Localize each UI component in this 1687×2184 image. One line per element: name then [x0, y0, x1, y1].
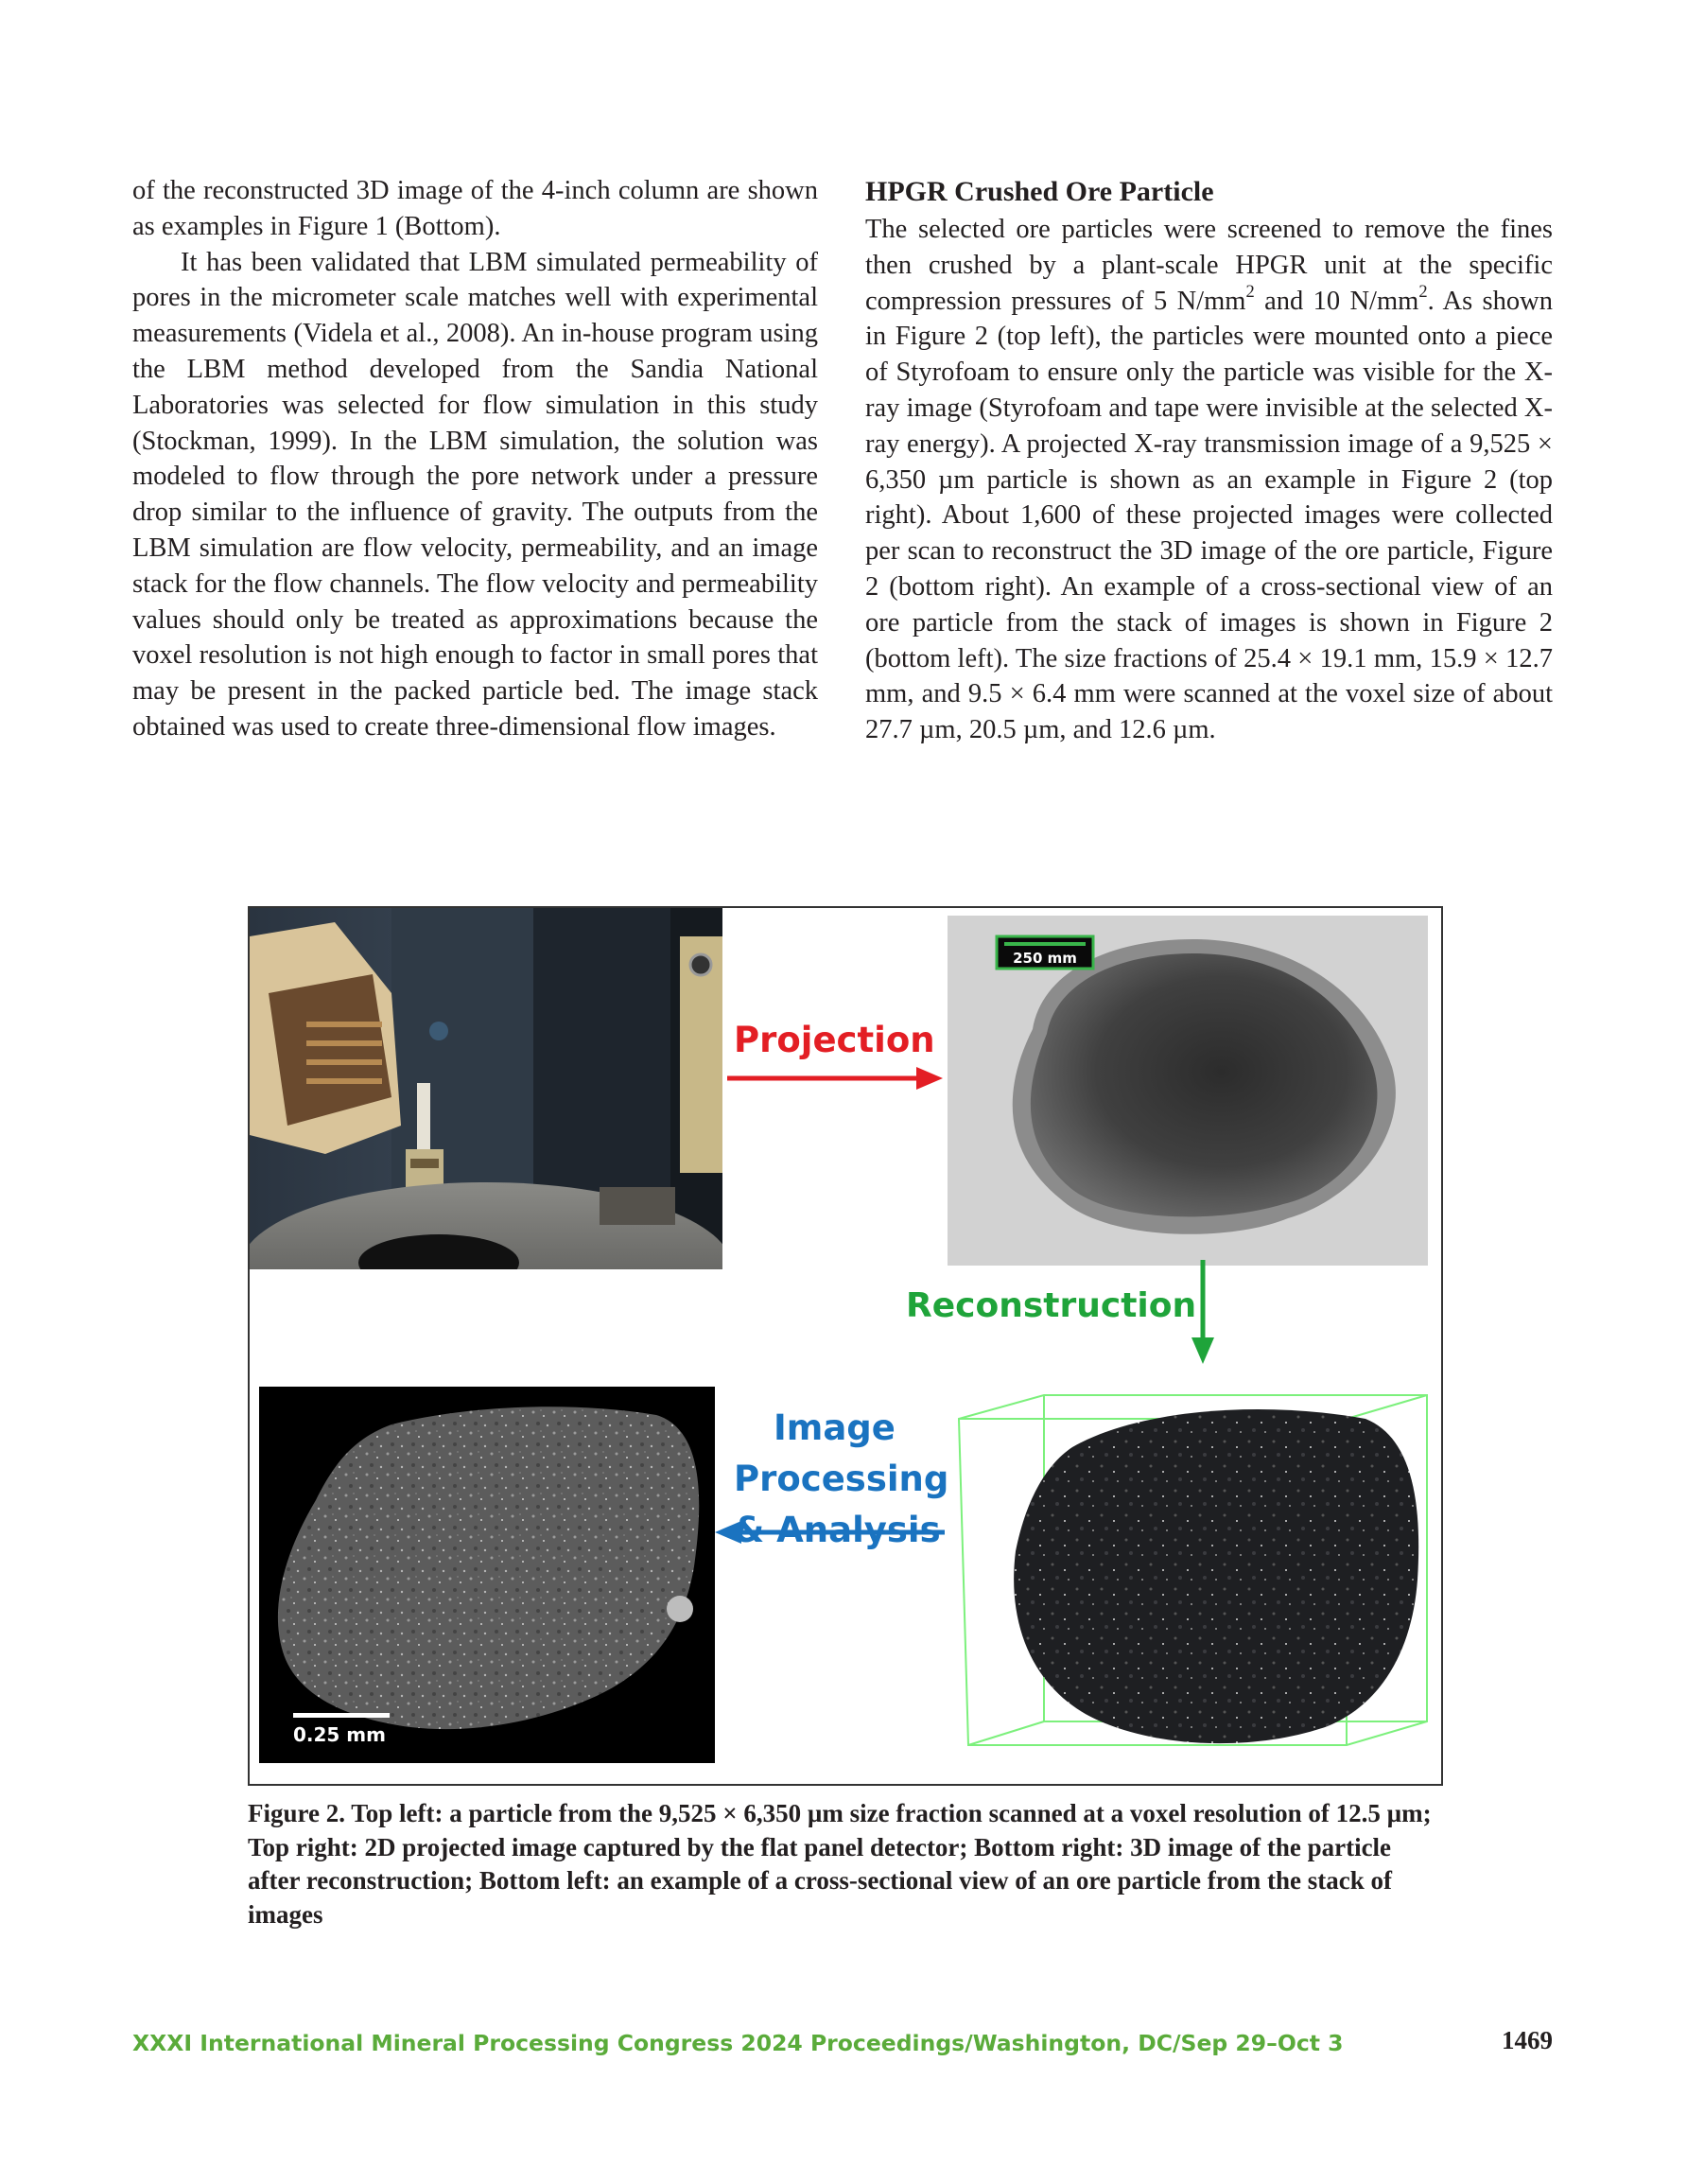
scanner-photo [250, 908, 722, 1269]
paragraph-hpgr [865, 212, 1553, 748]
scalebar-top-label: 250 mm [1013, 950, 1077, 967]
section-heading: HPGR Crushed Ore Particle [865, 176, 1214, 207]
paragraph-hpgr-part-a: The selected ore particles were screened to remove the fines then crushed by a plant-scale HPGR unit at the specific compression pressures of 5 N/mm [865, 215, 1553, 316]
page-number: 1469 [1502, 2026, 1553, 2054]
right-column [865, 173, 1553, 748]
xray-projection-image [948, 916, 1428, 1266]
label-reconstruction: Reconstruction [906, 1286, 1197, 1325]
projection-arrow [727, 1059, 945, 1097]
superscript-1: 2 [1245, 282, 1255, 303]
footer-proceedings: XXXI International Mineral Processing Congress 2024 Proceedings/Washington, DC/Sep 29–Oct 3 [132, 2030, 1344, 2056]
label-processing-line2: Processing [734, 1459, 949, 1499]
label-processing-line3: & Analysis [734, 1510, 941, 1550]
paragraph-hpgr-part-c: . As shown in Figure 2 (top left), the particles were mounted onto a piece of Styrofoam to ensure only the particle was visible for the X-ray image (Styrofoam and tape were invisible at the selected X-ray energy). A projected X-ray transmission image of a 9,525 × 6,350 µm particle is shown as an example in Figure 2 (top right). About 1,600 of these projected images were collected per scan to reconstruct the 3D image of the ore particle, Figure 2 (bottom right). An example of a cross-sectional view of an ore particle from the stack of images is shown in Figure 2 (bottom left). The size fractions of 25.4 × 19.1 mm, 15.9 × 12.7 mm, and 9.5 × 6.4 mm were scanned at the voxel size of about 27.7 µm, 20.5 µm, and 12.6 µm. [865, 286, 1553, 745]
label-projection: Projection [734, 1020, 935, 1060]
paragraph-hpgr-part-b: and 10 N/mm [1254, 286, 1419, 316]
figure-2 [248, 906, 1443, 1786]
reconstruction-3d-image [949, 1362, 1441, 1778]
superscript-2: 2 [1418, 282, 1428, 303]
scalebar-bottom-label: 0.25 mm [293, 1723, 386, 1746]
cross-section-image [259, 1387, 715, 1763]
label-processing-line1: Image [774, 1407, 896, 1448]
paragraph-lbm: It has been validated that LBM simulated permeability of pores in the micrometer scale matches well with experimental measurements (Videla et al., 2008). An in-house program using the LBM method developed from the Sandia National Laboratories was selected for flow simulation in this study (Stockman, 1999). In the LBM simulation, the solution was modeled to flow through the pore network under a pressure drop similar to the influence of gravity. The outputs from the LBM simulation are flow velocity, permeability, and an image stack for the flow channels. The flow velocity and permeability values should only be treated as approximations because the voxel resolution is not high enough to factor in small pores that may be present in the packed particle bed. The image stack obtained was used to create three-dimensional flow images. [132, 247, 818, 742]
left-column [132, 173, 818, 745]
figure-caption: Figure 2. Top left: a particle from the 9,525 × 6,350 µm size fraction scanned at a voxel resolution of 12.5 µm; Top right: 2D projected image captured by the flat panel detector; Bottom right: 3D image of the particle after reconstruction; Bottom left: an example of a cross-sectional view of an ore particle from the stack of images [248, 1799, 1432, 1929]
paragraph-continuation: of the reconstructed 3D image of the 4-inch column are shown as examples in Figure 1 (Bottom). [132, 176, 818, 241]
